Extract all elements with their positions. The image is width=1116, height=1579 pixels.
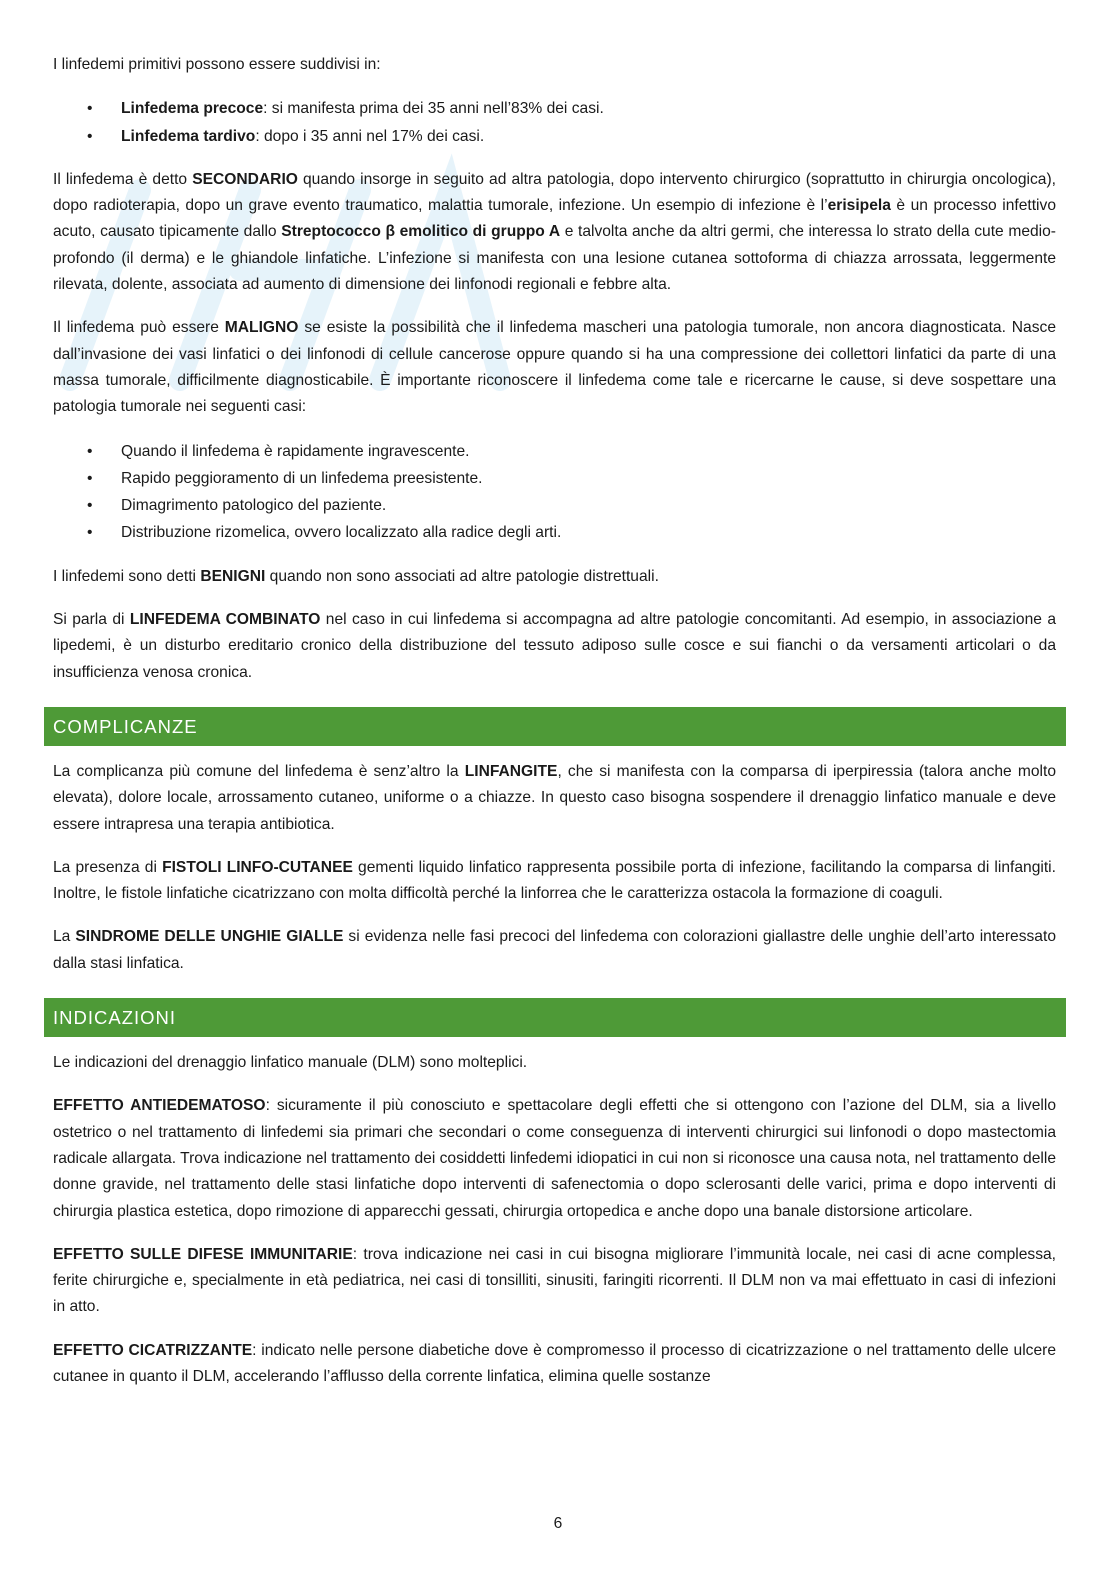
section-header-complicanze: COMPLICANZE [44, 707, 1066, 746]
document-page [53, 52, 1056, 1407]
linfangite-paragraph: La complicanza più comune del linfedema è senz’altro la LINFANGITE, che si manifesta con la comparsa di iperpiressia (talora anche molto elevata), dolore locale, arrossamento cutaneo, uniforme o a chiazze. In questo caso bisogna sospendere il drenaggio linfatico manuale e deve essere intrapresa una terapia antibiotica. [53, 762, 1056, 833]
malignant-paragraph: Il linfedema può essere MALIGNO se esiste la possibilità che il linfedema mascheri una patologia tumorale, non ancora diagnosticata. Nasce dall’invasione dei vasi linfatici o dei linfonodi di cellule cancerose oppure quando si ha una compressione dei collettori linfatici da parte di una massa tumorale, difficilmente diagnosticabile. È importante riconoscere il linfedema come tale e ricercarne le cause, si deve sospettare una patologia tumorale nei seguenti casi: [53, 319, 1056, 416]
combined-paragraph: Si parla di LINFEDEMA COMBINATO nel caso in cui linfedema si accompagna ad altre patologie concomitanti. Ad esempio, in associazione a lipedemi, è un disturbo ereditario cronico della distribuzione del tessuto adiposo sulle cosce e sui fianchi o da versamenti articolari o da insufficienza venosa cronica. [53, 611, 1056, 681]
fistole-paragraph: La presenza di FISTOLI LINFO-CUTANEE gementi liquido linfatico rappresenta possibile porta di infezione, facilitando la comparsa di linfangiti. Inoltre, le fistole linfatiche cicatrizzano con molta difficoltà perché la linforrea che le caratterizza ostacola la formazione di coaguli. [53, 858, 1056, 903]
list-item: • Quando il linfedema è rapidamente ingravescente. [53, 438, 1056, 465]
unghie-gialle-paragraph: La SINDROME DELLE UNGHIE GIALLE si evidenza nelle fasi precoci del linfedema con colorazioni giallastre delle unghie dell’arto interessato dalla stasi linfatica. [53, 928, 1056, 972]
list-item: • Linfedema precoce: si manifesta prima dei 35 anni nell’83% dei casi. [53, 95, 1056, 122]
indications-intro: Le indicazioni del drenaggio linfatico manuale (DLM) sono molteplici. [53, 1054, 528, 1072]
page-number: 6 [553, 1515, 563, 1532]
benign-paragraph: I linfedemi sono detti BENIGNI quando non sono associati ad altre patologie distrettuali. [53, 567, 659, 585]
primitive-intro: I linfedemi primitivi possono essere suddivisi in: [53, 56, 381, 73]
suspect-cases-list [53, 438, 1056, 547]
primitive-types-list [53, 95, 1056, 150]
section-header-indicazioni: INDICAZIONI [44, 998, 1066, 1037]
list-item: • Distribuzione rizomelica, ovvero localizzato alla radice degli arti. [53, 519, 1056, 546]
list-item: • Dimagrimento patologico del paziente. [53, 492, 1056, 519]
secondary-paragraph: Il linfedema è detto SECONDARIO quando insorge in seguito ad altra patologia, dopo intervento chirurgico (soprattutto in chirurgia oncologica), dopo radioterapia, dopo un grave evento traumatico, malattia tumorale, infezione. Un esempio di infezione è l’erisipela è un processo infettivo acuto, causato tipicamente dallo Streptococco β emolitico di gruppo A e talvolta anche da altri germi, che interessa lo strato della cute medio-profondo (il derma) e le ghiandole linfatiche. L’infezione si manifesta con una lesione cutanea sottoforma di chiazza arrossata, leggermente rilevata, dolente, associata ad aumento di dimensione dei linfonodi regionali e febbre alta. [53, 170, 1056, 294]
cicatrizzante-paragraph: EFFETTO CICATRIZZANTE: indicato nelle persone diabetiche dove è compromesso il processo di cicatrizzazione o nel trattamento delle ulcere cutanee in quanto il DLM, accelerando l’afflusso della corrente linfatica, elimina quelle sostanze [53, 1341, 1056, 1385]
list-item: • Linfedema tardivo: dopo i 35 anni nel 17% dei casi. [53, 123, 1056, 150]
list-item: • Rapido peggioramento di un linfedema preesistente. [53, 465, 1056, 492]
difese-immunitarie-paragraph: EFFETTO SULLE DIFESE IMMUNITARIE: trova indicazione nei casi in cui bisogna migliorare l’immunità locale, nei casi di acne complessa, ferite chirurgiche e, specialmente in età pediatrica, nei casi di tonsilliti, sinusiti, faringiti ricorrenti. Il DLM non va mai effettuato in casi di infezioni in atto. [53, 1245, 1056, 1316]
antiedematoso-paragraph: EFFETTO ANTIEDEMATOSO: sicuramente il più conosciuto e spettacolare degli effetti che si ottengono con l’azione del DLM, sia a livello ostetrico o nel trattamento di linfedemi sia primari che secondari o come conseguenza di interventi chirurgici sui linfonodi o dopo mastectomia radicale allargata. Trova indicazione nel trattamento dei cosiddetti linfedemi idiopatici in cui non si riconosce una causa nota, nel trattamento delle donne gravide, nel trattamento delle stasi linfatiche dopo interventi di safenectomia o dopo sclerosanti delle varici, prima e dopo interventi di chirurgia plastica estetica, dopo rimozione di apparecchi gessati, chirurgia ortopedica e anche dopo una banale distorsione articolare. [53, 1097, 1056, 1220]
